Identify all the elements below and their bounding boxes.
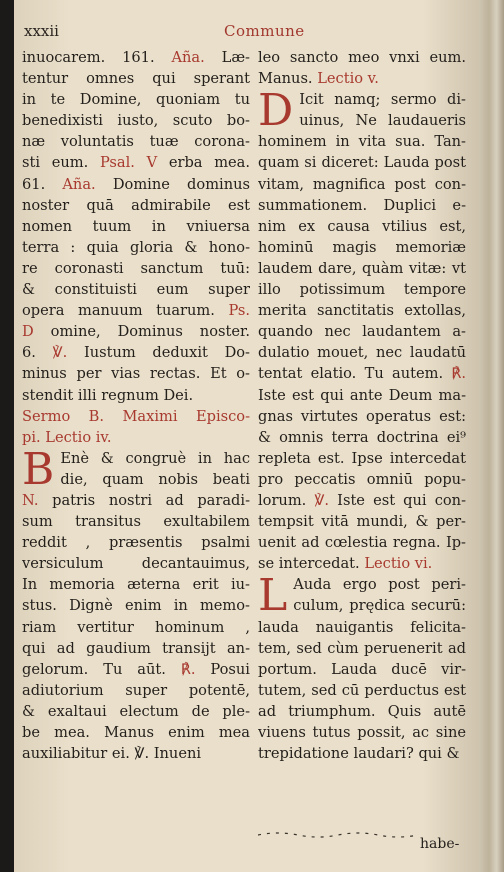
right-column-text-line: lorum. ℣. Iste est qui con-: [258, 491, 466, 509]
right-column-text-line: trepidatione laudari? qui &: [258, 745, 460, 763]
cut-off-line: [258, 830, 418, 838]
right-column-text-line: leo sancto meo vnxi eum.: [258, 49, 466, 66]
right-column-text-line: & omnis terra doctrina ei⁹: [258, 428, 466, 446]
right-column-text-line: illo potissimum tempore: [258, 281, 466, 299]
left-column-text-line: Sermo B. Maximi Episco-: [22, 407, 250, 425]
right-column-text-line: Icit namq; sermo di-: [299, 91, 466, 109]
running-title: Commune: [224, 22, 305, 40]
right-column-text-line: tempsit vitā mundi, & per-: [258, 513, 466, 531]
left-column-text-line: sti eum. Psal. V erba mea.: [22, 154, 250, 172]
right-column-text-line: quam si diceret: Lauda post: [258, 154, 466, 172]
left-column-text-line: opera manuum tuarum. Ps.: [22, 302, 250, 320]
left-column-text-line: nomen tuum in vniuersa: [22, 217, 250, 235]
right-column-text-line: vitam, magnifica post con-: [258, 175, 466, 193]
drop-capital: D: [258, 85, 294, 137]
right-column-text-line: Manus. Lectio v.: [258, 70, 379, 88]
left-column-text-line: inuocarem. 161. Aña. Læ-: [22, 49, 250, 66]
right-column-text-line: tutem, sed cū perductus est: [258, 681, 466, 699]
left-column-text-line: gelorum. Tu aūt. ℟. Posui: [22, 660, 250, 678]
left-column-text-line: adiutorium super potentē,: [22, 681, 250, 699]
left-column-text-line: terra : quia gloria & hono-: [22, 238, 250, 256]
left-column-text-line: die, quam nobis beati: [60, 470, 250, 488]
left-column-text-line: N. patris nostri ad paradi-: [22, 491, 250, 509]
left-column: [22, 47, 250, 764]
left-column-text-line: be mea. Manus enim mea: [22, 724, 250, 741]
left-column-text-line: sum transitus exultabilem: [22, 513, 250, 531]
page-edge: [479, 0, 504, 872]
left-column-text-line: auxiliabitur ei. ℣. Inueni: [22, 745, 202, 763]
right-column-text-line: merita sanctitatis extollas,: [258, 302, 466, 320]
right-column-text-line: Iste est qui ante Deum ma-: [258, 386, 466, 404]
drop-capital: B: [22, 443, 55, 495]
right-column-text-line: viuens tutus possit, ac sine: [258, 724, 466, 741]
left-column-text-line: 61. Aña. Domine dominus: [22, 175, 250, 193]
page-header: [24, 22, 460, 42]
left-column-text-line: & exaltaui electum de ple-: [22, 702, 250, 720]
right-column-text-line: Auda ergo post peri-: [293, 576, 466, 594]
right-column-text-line: quando nec laudantem a-: [258, 323, 466, 341]
left-column-text-line: benedixisti iusto, scuto bo-: [22, 112, 250, 130]
left-column-text-line: minus per vias rectas. Et o-: [22, 365, 250, 383]
right-column-text-line: portum. Lauda ducē vir-: [258, 660, 466, 678]
left-column-text-line: versiculum decantauimus,: [22, 555, 250, 573]
right-column-text-line: uenit ad cœlestia regna. Ip-: [258, 534, 466, 552]
folio-number: xxxii: [24, 22, 59, 40]
left-column-text-line: pi. Lectio iv.: [22, 428, 112, 446]
right-column-text-line: se intercedat. Lectio vi.: [258, 555, 433, 573]
left-column-text-line: D omine, Dominus noster.: [22, 323, 250, 341]
left-column-text-line: stus. Dignè enim in memo-: [22, 597, 250, 615]
left-column-text-line: In memoria æterna erit iu-: [22, 576, 250, 594]
right-column-text-line: summationem. Duplici e-: [258, 196, 466, 214]
left-column-text-line: riam vertitur hominum ,: [22, 618, 250, 636]
left-column-text-line: 6. ℣. Iustum deduxit Do-: [22, 344, 250, 362]
catchword: habe-: [420, 836, 460, 852]
right-column-text-line: tentat elatio. Tu autem. ℟.: [258, 365, 466, 383]
right-column-text-line: pro peccatis omniū popu-: [258, 470, 466, 488]
right-column-text-line: nim ex causa vtilius est,: [258, 217, 466, 235]
left-column-text-line: næ voluntatis tuæ corona-: [22, 133, 250, 151]
right-column-text-line: ad triumphum. Quis autē: [258, 702, 466, 720]
right-column-text-line: tem, sed cùm peruenerit ad: [258, 639, 466, 657]
right-column-text-line: uinus, Ne laudaueris: [299, 112, 466, 130]
right-column-text-line: hominū magis memoriæ: [258, 238, 466, 256]
left-column-text-line: Enè & congruè in hac: [60, 449, 250, 467]
left-column-text-line: stendit illi regnum Dei.: [22, 386, 194, 404]
left-column-text-line: re coronasti sanctum tuū:: [22, 259, 250, 277]
right-column: [258, 47, 466, 764]
left-column-text-line: & constituisti eum super: [22, 281, 250, 299]
right-column-text-line: gnas virtutes operatus est:: [258, 407, 466, 425]
right-column-text-line: hominem in vita sua. Tan-: [258, 133, 466, 151]
left-column-text-line: tentur omnes qui sperant: [22, 70, 250, 88]
drop-capital: L: [258, 570, 288, 622]
left-column-text-line: noster quā admirabile est: [22, 196, 250, 214]
right-column-text-line: culum, prędica securū:: [293, 597, 466, 615]
left-column-text-line: reddit , præsentis psalmi: [22, 534, 250, 552]
left-column-text-line: qui ad gaudium transijt an-: [22, 639, 250, 657]
right-column-text-line: repleta est. Ipse intercedat: [258, 449, 466, 467]
right-column-text-line: dulatio mouet, nec laudatū: [258, 344, 466, 362]
right-column-text-line: lauda nauigantis felicita-: [258, 618, 466, 636]
right-column-text-line: laudem dare, quàm vitæ: vt: [258, 259, 466, 277]
left-column-text-line: in te Domine, quoniam tu: [22, 91, 250, 109]
